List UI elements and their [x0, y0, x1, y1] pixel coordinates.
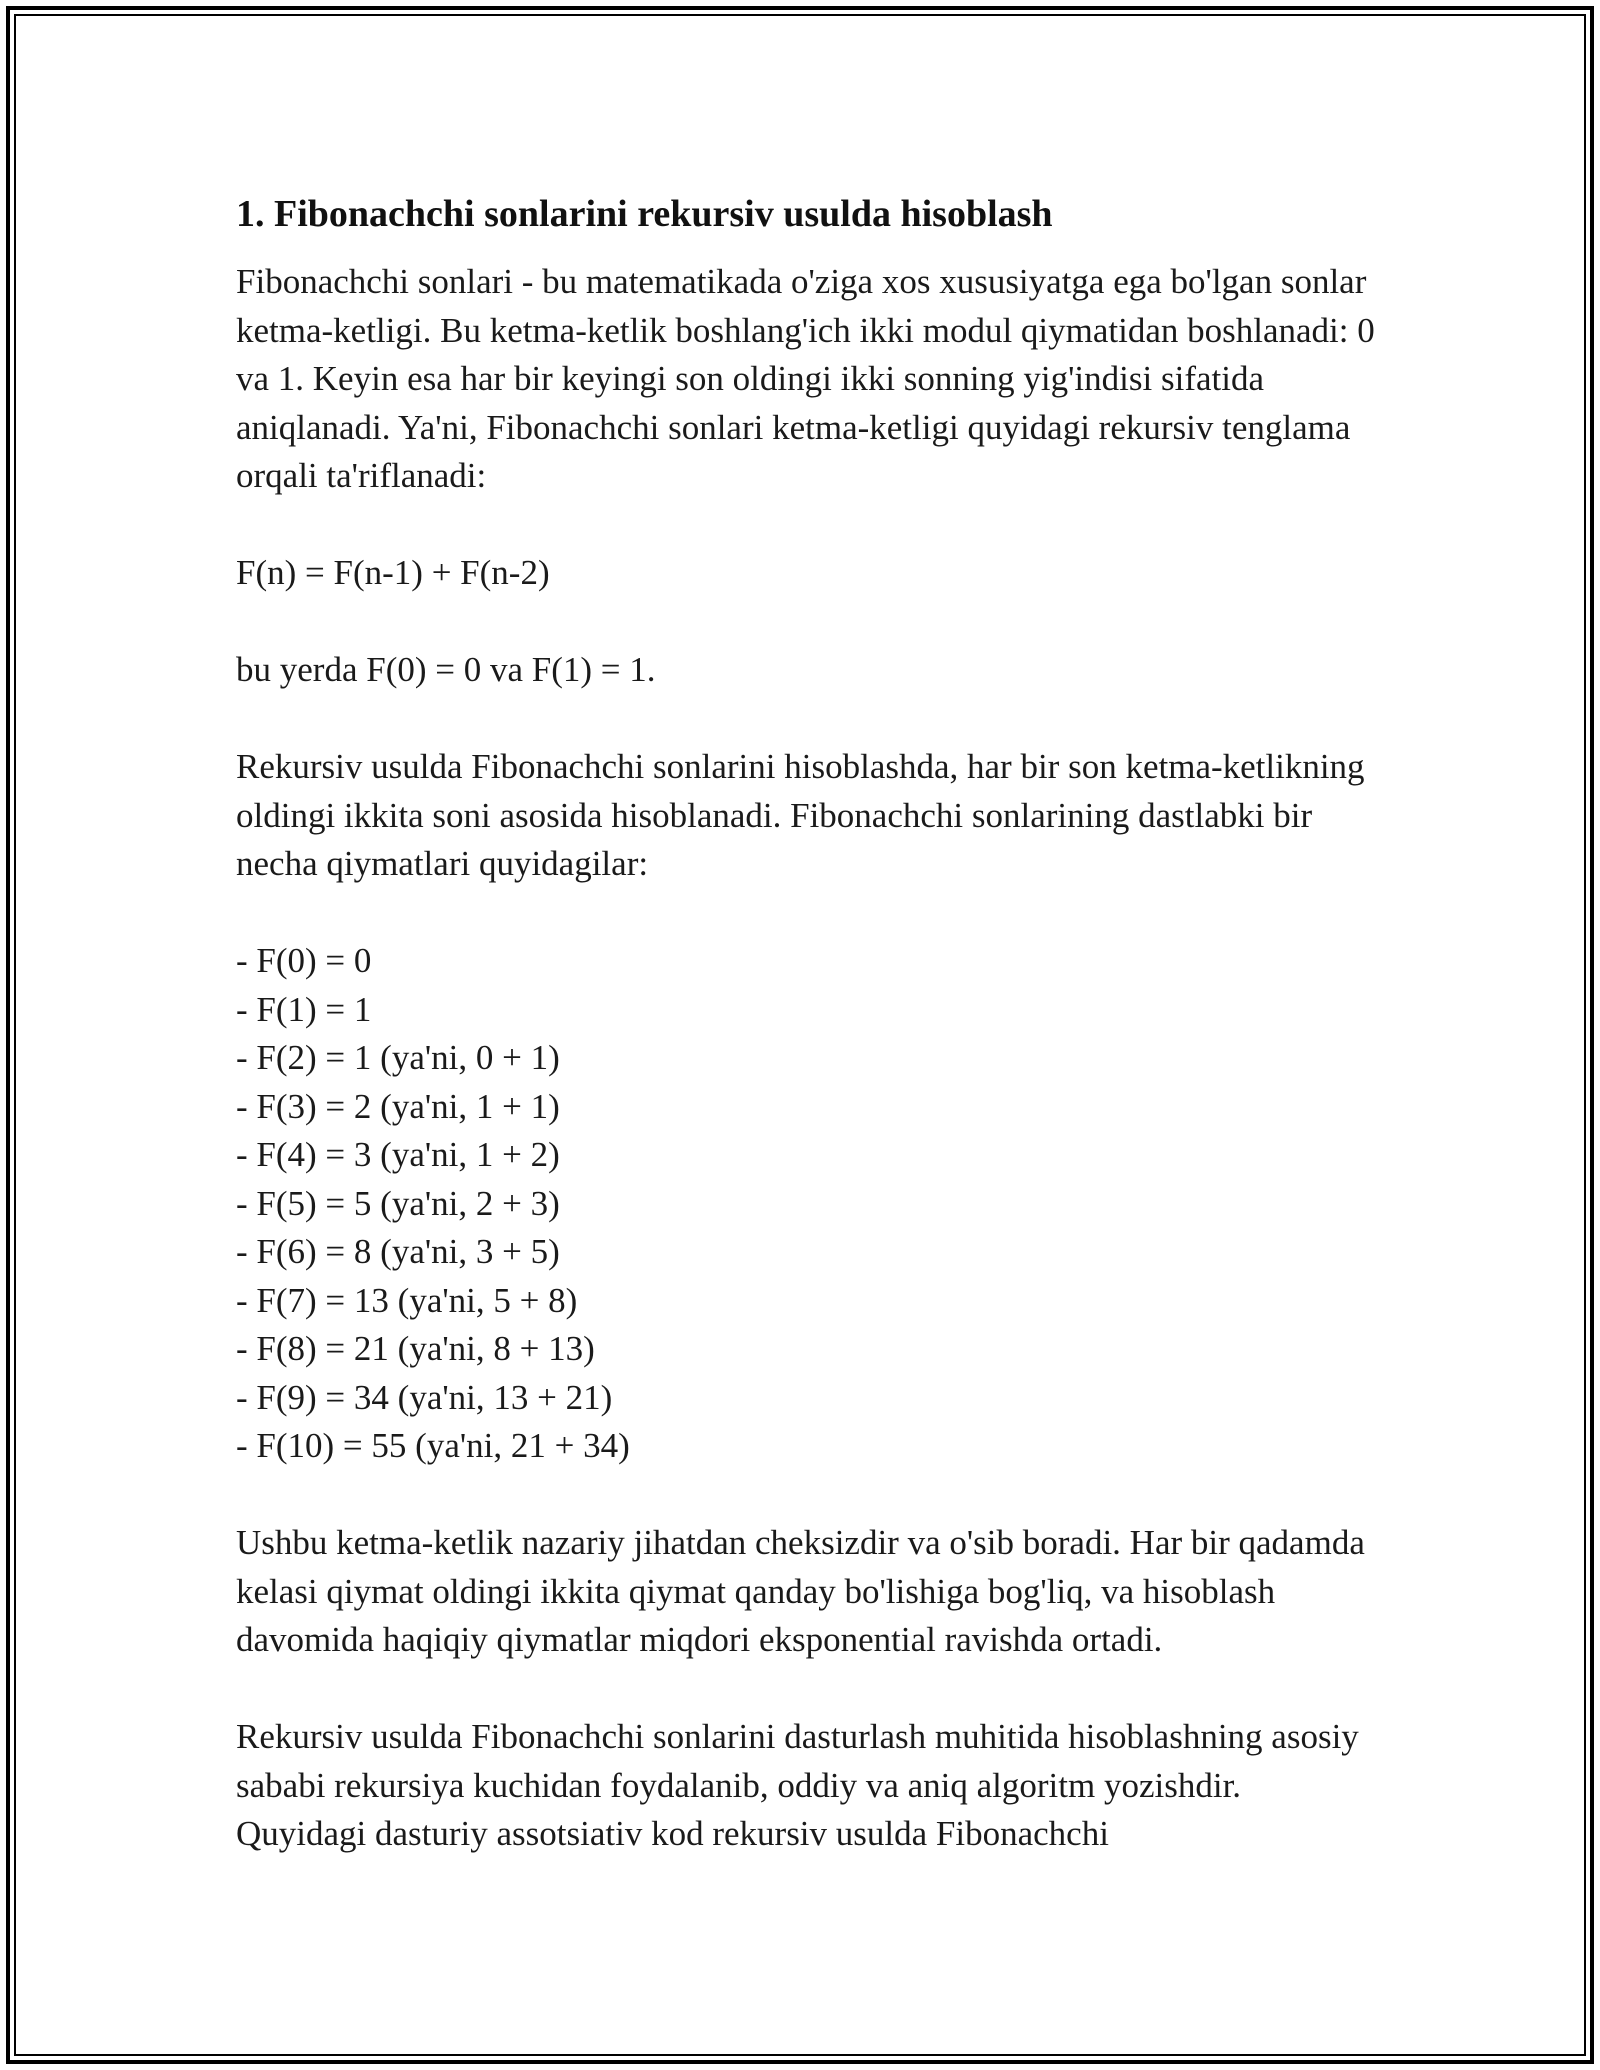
list-item: - F(2) = 1 (ya'ni, 0 + 1)	[236, 1038, 560, 1077]
paragraph-gap	[236, 1665, 1376, 1714]
paragraph-gap	[236, 598, 1376, 647]
recursive-intro-paragraph: Rekursiv usulda Fibonachchi sonlarini hisoblashda, har bir son ketma-ketlikning oldingi ikkita soni asosida hisoblanadi. Fibonachchi sonlarining dastlabki bir necha qiymatlari quyidagilar:	[236, 747, 1365, 883]
base-cases-text: bu yerda F(0) = 0 va F(1) = 1.	[236, 650, 656, 689]
fibonacci-values-list	[236, 937, 1376, 1471]
list-item: - F(7) = 13 (ya'ni, 5 + 8)	[236, 1280, 578, 1320]
list-item: - F(5) = 5 (ya'ni, 2 + 3)	[236, 1183, 560, 1223]
paragraph-gap	[236, 889, 1376, 938]
section-heading: 1. Fibonachchi sonlarini rekursiv usulda hisoblash	[236, 193, 1053, 235]
list-item: - F(9) = 34 (ya'ni, 13 + 21)	[236, 1377, 613, 1417]
list-item: - F(4) = 3 (ya'ni, 1 + 2)	[236, 1135, 560, 1174]
growth-paragraph: Ushbu ketma-ketlik nazariy jihatdan cheksizdir va o'sib boradi. Har bir qadamda kelasi qiymat oldingi ikkita qiymat qanday bo'lishiga bog'liq, va hisoblash davomida haqiqiy qiymatlar miqdori eksponential ravishda ortadi.	[236, 1523, 1365, 1659]
list-item: - F(3) = 2 (ya'ni, 1 + 1)	[236, 1086, 560, 1126]
list-item: - F(8) = 21 (ya'ni, 8 + 13)	[236, 1329, 595, 1368]
document-body	[236, 186, 1376, 1859]
list-item: - F(6) = 8 (ya'ni, 3 + 5)	[236, 1232, 560, 1271]
paragraph-gap	[236, 1471, 1376, 1520]
recurrence-formula: F(n) = F(n-1) + F(n-2)	[236, 553, 550, 592]
intro-paragraph: Fibonachchi sonlari - bu matematikada o'ziga xos xususiyatga ega bo'lgan sonlar ketma-ketligi. Bu ketma-ketlik boshlang'ich ikki modul qiymatidan boshlanadi: 0 va 1. Keyin esa har bir keyingi son oldingi ikki sonning yig'indisi sifatida aniqlanadi. Ya'ni, Fibonachchi sonlari ketma-ketligi quyidagi rekursiv tenglama orqali ta'riflanadi:	[236, 262, 1375, 495]
list-item: - F(10) = 55 (ya'ni, 21 + 34)	[236, 1426, 630, 1465]
paragraph-gap	[236, 695, 1376, 744]
paragraph-gap	[236, 501, 1376, 550]
list-item: - F(0) = 0	[236, 941, 372, 980]
conclusion-paragraph: Rekursiv usulda Fibonachchi sonlarini dasturlash muhitida hisoblashning asosiy sababi rekursiya kuchidan foydalanib, oddiy va aniq algoritm yozishdir. Quyidagi dasturiy assotsiativ kod rekursiv usulda Fibonachchi	[236, 1717, 1359, 1853]
list-item: - F(1) = 1	[236, 989, 372, 1029]
